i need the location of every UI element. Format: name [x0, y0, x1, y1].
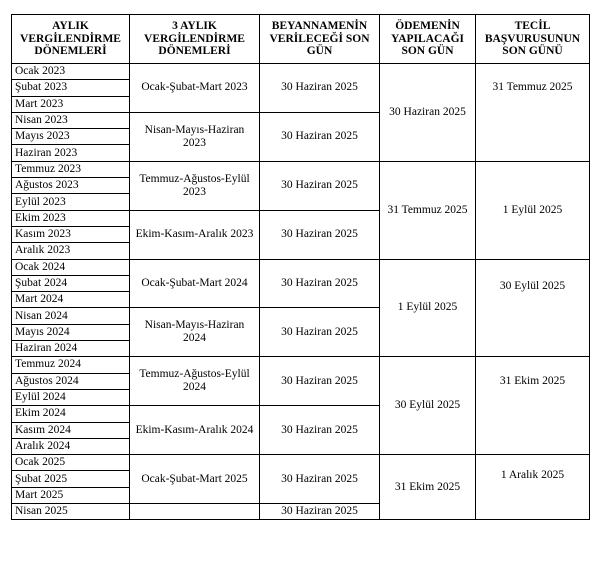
declaration-cell: 30 Haziran 2025	[260, 357, 380, 406]
tax-deadline-table	[11, 14, 590, 520]
month-cell: Aralık 2024	[12, 438, 130, 454]
header-payment-deadline: ÖDEMENİN YAPILACAĞI SON GÜN	[380, 15, 476, 64]
quarter-cell: Ocak-Şubat-Mart 2025	[130, 455, 260, 504]
month-cell: Haziran 2023	[12, 145, 130, 161]
month-cell: Şubat 2023	[12, 80, 130, 96]
deferral-cell: 31 Temmuz 2025	[476, 64, 590, 162]
month-cell: Ocak 2024	[12, 259, 130, 275]
month-cell: Ekim 2023	[12, 210, 130, 226]
month-cell: Şubat 2025	[12, 471, 130, 487]
month-cell: Ekim 2024	[12, 406, 130, 422]
month-cell: Nisan 2024	[12, 308, 130, 324]
payment-cell: 31 Temmuz 2025	[380, 161, 476, 259]
payment-cell: 31 Ekim 2025	[380, 455, 476, 520]
header-declaration-deadline: BEYANNAMENİN VERİLECEĞİ SON GÜN	[260, 15, 380, 64]
declaration-cell: 30 Haziran 2025	[260, 308, 380, 357]
month-cell: Nisan 2023	[12, 112, 130, 128]
month-cell: Mart 2024	[12, 292, 130, 308]
table-row	[12, 161, 590, 177]
header-quarterly-periods: 3 AYLIK VERGİLENDİRME DÖNEMLERİ	[130, 15, 260, 64]
month-cell: Temmuz 2023	[12, 161, 130, 177]
declaration-cell: 30 Haziran 2025	[260, 259, 380, 308]
declaration-cell: 30 Haziran 2025	[260, 504, 380, 520]
quarter-cell: Nisan-Mayıs-Haziran 2023	[130, 112, 260, 161]
table-row	[12, 259, 590, 275]
month-cell: Mart 2025	[12, 487, 130, 503]
month-cell: Ocak 2025	[12, 455, 130, 471]
quarter-cell: Nisan-Mayıs-Haziran 2024	[130, 308, 260, 357]
month-cell: Mart 2023	[12, 96, 130, 112]
quarter-cell: Ekim-Kasım-Aralık 2024	[130, 406, 260, 455]
month-cell: Mayıs 2023	[12, 129, 130, 145]
declaration-cell: 30 Haziran 2025	[260, 210, 380, 259]
deferral-cell: 1 Aralık 2025	[476, 455, 590, 520]
month-cell: Temmuz 2024	[12, 357, 130, 373]
quarter-cell: Temmuz-Ağustos-Eylül 2024	[130, 357, 260, 406]
declaration-cell: 30 Haziran 2025	[260, 64, 380, 113]
month-cell: Kasım 2024	[12, 422, 130, 438]
month-cell: Mayıs 2024	[12, 324, 130, 340]
month-cell: Ağustos 2024	[12, 373, 130, 389]
month-cell: Ocak 2023	[12, 64, 130, 80]
deferral-cell: 30 Eylül 2025	[476, 259, 590, 357]
declaration-cell: 30 Haziran 2025	[260, 406, 380, 455]
month-cell: Ağustos 2023	[12, 178, 130, 194]
empty-quarter-cell	[130, 504, 260, 520]
table-row	[12, 357, 590, 373]
month-cell: Eylül 2023	[12, 194, 130, 210]
header-monthly-periods: AYLIK VERGİLENDİRME DÖNEMLERİ	[12, 15, 130, 64]
month-cell: Kasım 2023	[12, 226, 130, 242]
quarter-cell: Ocak-Şubat-Mart 2024	[130, 259, 260, 308]
declaration-cell: 30 Haziran 2025	[260, 455, 380, 504]
month-cell: Şubat 2024	[12, 275, 130, 291]
declaration-cell: 30 Haziran 2025	[260, 161, 380, 210]
payment-cell: 30 Haziran 2025	[380, 64, 476, 162]
deferral-cell: 1 Eylül 2025	[476, 161, 590, 259]
quarter-cell: Ekim-Kasım-Aralık 2023	[130, 210, 260, 259]
deferral-cell: 31 Ekim 2025	[476, 357, 590, 455]
table-row	[12, 64, 590, 80]
month-cell: Haziran 2024	[12, 341, 130, 357]
header-deferral-deadline: TECİL BAŞVURUSUNUN SON GÜNÜ	[476, 15, 590, 64]
month-cell: Aralık 2023	[12, 243, 130, 259]
declaration-cell: 30 Haziran 2025	[260, 112, 380, 161]
quarter-cell: Temmuz-Ağustos-Eylül 2023	[130, 161, 260, 210]
month-cell: Nisan 2025	[12, 504, 130, 520]
quarter-cell: Ocak-Şubat-Mart 2023	[130, 64, 260, 113]
payment-cell: 1 Eylül 2025	[380, 259, 476, 357]
month-cell: Eylül 2024	[12, 389, 130, 405]
header-row	[12, 15, 590, 64]
table-row	[12, 455, 590, 471]
payment-cell: 30 Eylül 2025	[380, 357, 476, 455]
